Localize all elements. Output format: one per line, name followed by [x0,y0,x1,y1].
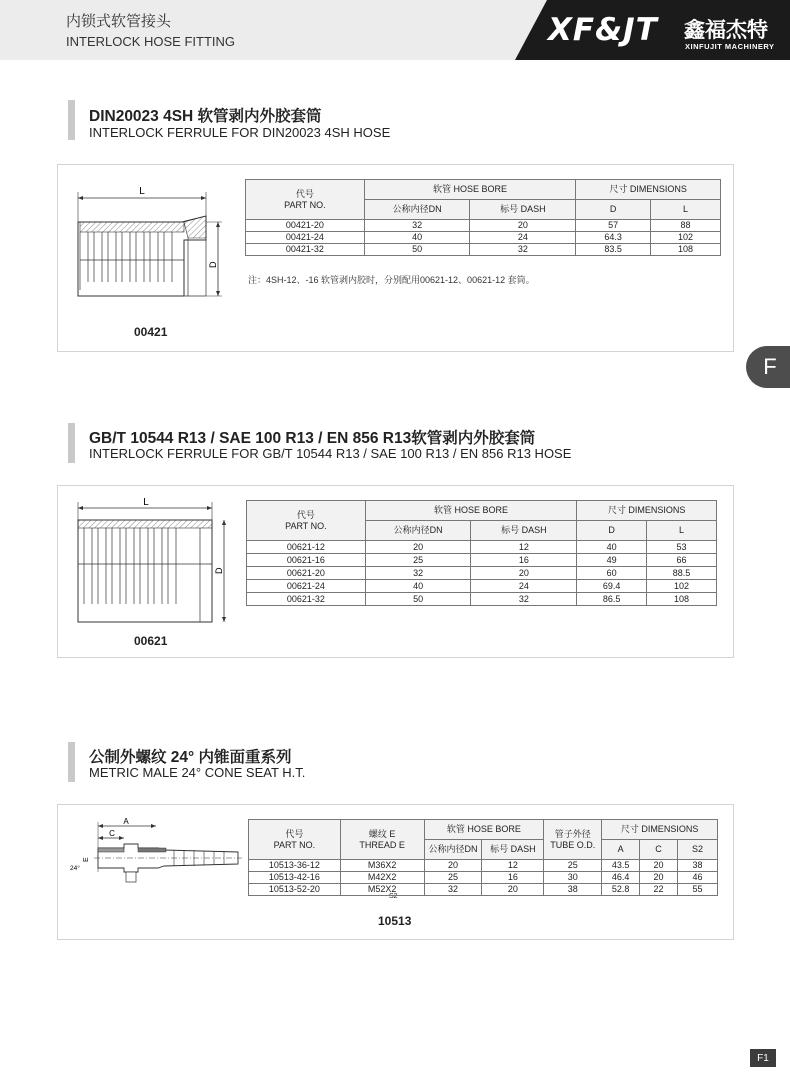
part-label-00421: 00421 [134,325,168,339]
col-header-s2: S2 [678,840,718,860]
brand-logo: XF&JT [548,12,658,48]
col-header-dn: 公称内径DN [424,840,482,860]
col-header-tube-od: 管子外径 TUBE O.D. [544,820,602,860]
table-row: 00621-20 32 20 60 88.5 [247,567,717,580]
table-row: 00621-24 40 24 69.4 102 [247,580,717,593]
spec-table-00421 [245,179,721,256]
dim-a-label: A [123,817,129,826]
dim-l-label: L [139,186,145,197]
section-marker [68,742,75,782]
table-row: 00421-20 32 20 57 88 [246,220,721,232]
col-header-part-no: 代号 PART NO. [246,180,365,220]
col-header-d: D [577,521,647,541]
col-header-hose-bore: 软管 HOSE BORE [364,180,576,200]
dim-l-label: L [143,497,149,508]
spec-table-00621 [246,500,717,606]
col-header-dn: 公称内径DN [365,521,471,541]
dim-c-label: C [109,829,115,838]
col-header-dn: 公称内径DN [364,200,470,220]
table-row: 00621-32 50 32 86.5 108 [247,593,717,606]
col-header-dash: 标号 DASH [471,521,577,541]
ferrule-00621-drawing [66,494,236,634]
section-marker [68,423,75,463]
col-header-thread: 螺纹 E THREAD E [340,820,424,860]
col-header-part-no: 代号 PART NO. [247,501,366,541]
header-title-en: INTERLOCK HOSE FITTING [66,34,236,49]
table-row: 00421-24 40 24 64.3 102 [246,232,721,244]
section-marker [68,100,75,140]
section3-title-en: METRIC MALE 24° CONE SEAT H.T. [89,765,306,780]
col-header-hose-bore: 软管 HOSE BORE [365,501,576,521]
header-title-cn: 内锁式软管接头 [66,13,172,30]
table-row: 10513-42-16 M42X2 25 16 30 46.4 20 46 [249,872,718,884]
fitting-10513-drawing [66,814,246,894]
brand-name-en: XINFUJIT MACHINERY [685,42,775,51]
table-row: 10513-52-20 M52X2 32 20 38 52.8 22 55 [249,884,718,896]
table-row: 00621-16 25 16 49 66 [247,554,717,567]
section-tab[interactable]: F [746,346,790,388]
col-header-dimensions: 尺寸 DIMENSIONS [576,180,721,200]
part-label-10513: 10513 [378,914,412,928]
col-header-c: C [640,840,678,860]
dim-s2-label: S2 [389,893,398,900]
col-header-a: A [602,840,640,860]
section2-title-cn: GB/T 10544 R13 / SAE 100 R13 / EN 856 R13软管剥内外胶套筒 [89,430,536,447]
part-label-00621: 00621 [134,634,168,648]
table-row: 00421-32 50 32 83.5 108 [246,244,721,256]
section3-title-cn: 公制外螺纹 24° 内锥面重系列 [89,749,292,766]
dim-e-label: E [83,857,90,862]
dim-d-label: D [214,567,224,574]
col-header-dimensions: 尺寸 DIMENSIONS [577,501,717,521]
col-header-dimensions: 尺寸 DIMENSIONS [602,820,718,840]
col-header-d: D [576,200,651,220]
col-header-l: L [647,521,717,541]
col-header-l: L [651,200,721,220]
col-header-hose-bore: 软管 HOSE BORE [424,820,544,840]
page-number: F1 [750,1049,776,1067]
table-row: 00621-12 20 12 40 53 [247,541,717,554]
section1-title-en: INTERLOCK FERRULE FOR DIN20023 4SH HOSE [89,125,391,140]
col-header-dash: 标号 DASH [470,200,576,220]
table-note: 注：4SH-12、-16 软管剥内胶时，分别配用00621-12、00621-12 套筒。 [248,275,535,285]
brand-name-cn: 鑫福杰特 [684,19,768,42]
dim-d-label: D [208,261,218,268]
spec-table-10513 [248,819,718,896]
dim-angle-label: 24° [70,865,80,872]
ferrule-00421-drawing [66,178,236,328]
section2-title-en: INTERLOCK FERRULE FOR GB/T 10544 R13 / SAE 100 R13 / EN 856 R13 HOSE [89,446,572,461]
col-header-part-no: 代号 PART NO. [249,820,341,860]
col-header-dash: 标号 DASH [482,840,544,860]
section1-title-cn: DIN20023 4SH 软管剥内外胶套筒 [89,108,322,125]
table-row: 10513-36-12 M36X2 20 12 25 43.5 20 38 [249,860,718,872]
